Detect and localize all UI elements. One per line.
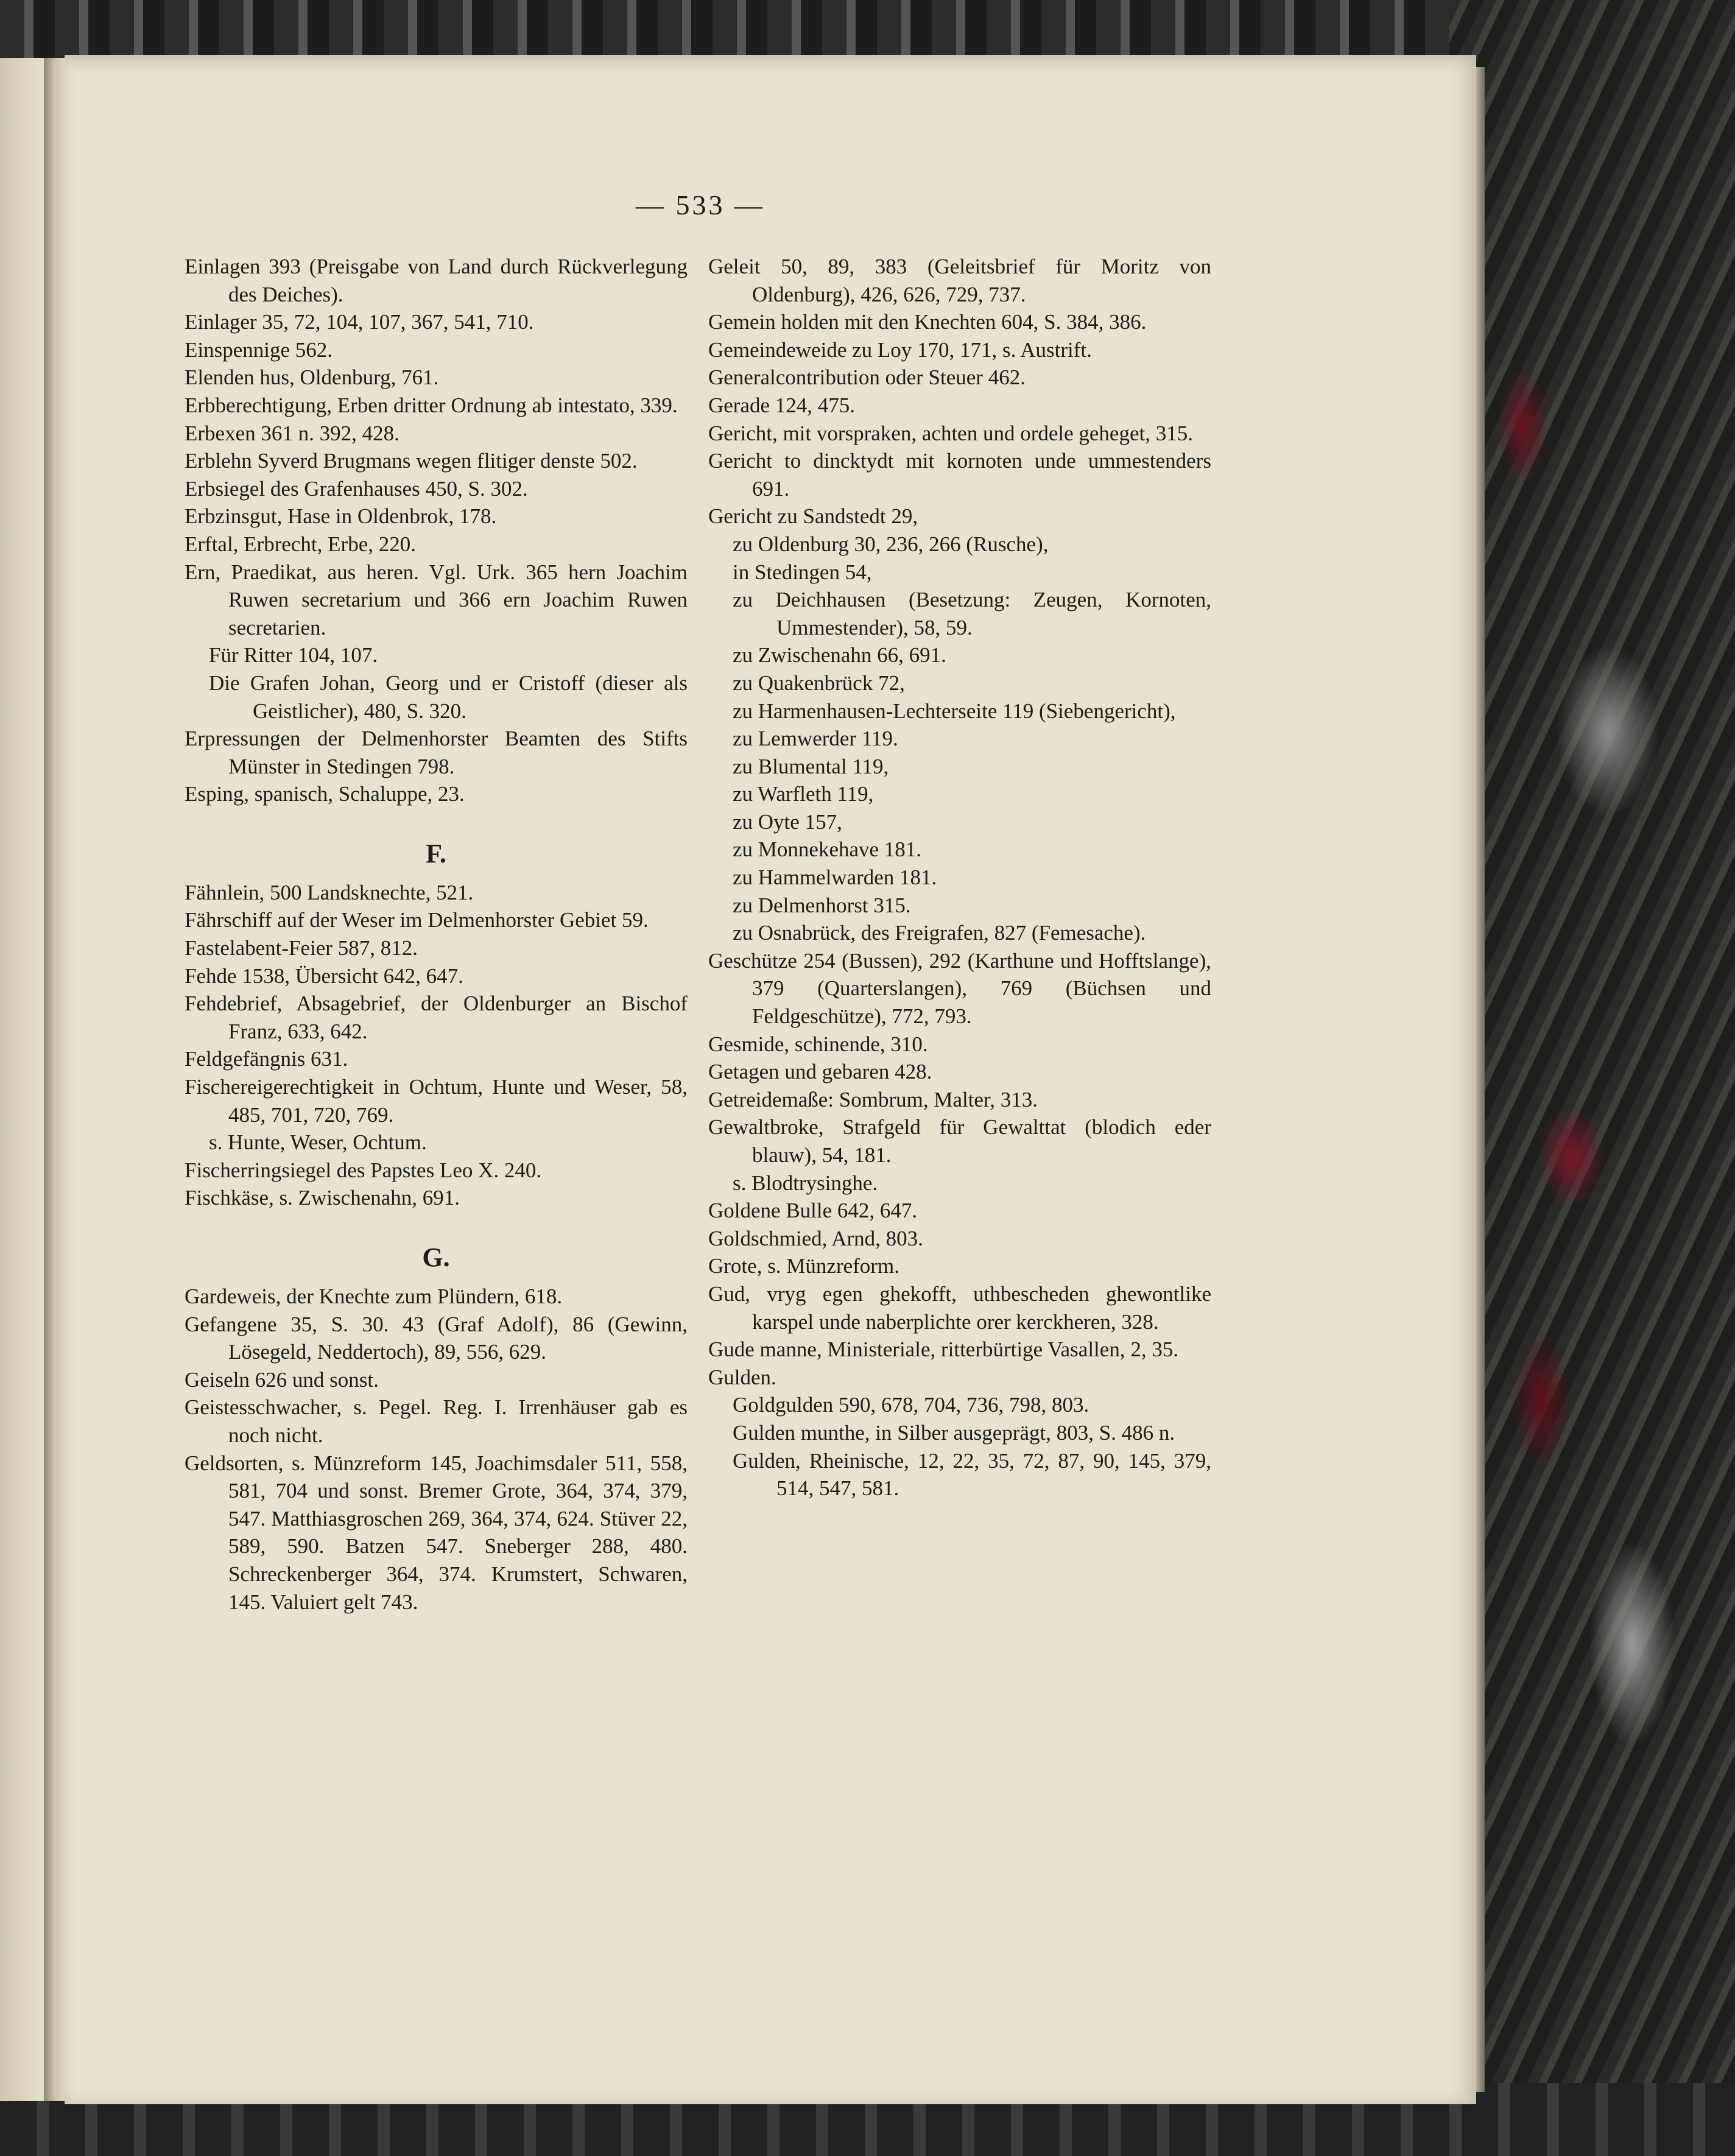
index-block-f bbox=[185, 879, 688, 1212]
index-entry: Gericht, mit vorspraken, achten und ordele geheget, 315. bbox=[708, 421, 1193, 445]
index-subentry: Goldgulden 590, 678, 704, 736, 798, 803. bbox=[733, 1393, 1089, 1417]
marbled-cover-board bbox=[1449, 0, 1735, 2156]
index-entry: Geldsorten, s. Münzreform 145, Joachimsdaler 511, 558, 581, 704 und sonst. Bremer Grote, 364, 374, 379, 547. Matthiasgroschen 269, 364, 374, 624. Stüver 22, 589, 590. Batzen 547. Sneberger 288, 480. Schreckenberger 364, 374. Krumstert, Schwaren, 145. Valuiert gelt 743. bbox=[185, 1451, 688, 1614]
index-subentry: s. Blodtrysinghe. bbox=[733, 1171, 878, 1195]
index-entry: Getreidemaße: Sombrum, Malter, 313. bbox=[708, 1087, 1038, 1111]
index-entry: Gesmide, schinende, 310. bbox=[708, 1032, 928, 1056]
index-entry: Geiseln 626 und sonst. bbox=[185, 1367, 379, 1392]
index-entry: Fischkäse, s. Zwischenahn, 691. bbox=[185, 1186, 460, 1210]
index-entry: Fastelabent-Feier 587, 812. bbox=[185, 936, 418, 960]
index-entry: Fehdebrief, Absagebrief, der Oldenburger an Bischof Franz, 633, 642. bbox=[185, 992, 688, 1043]
index-entry: Getagen und gebaren 428. bbox=[708, 1060, 932, 1084]
index-entry: Gardeweis, der Knechte zum Plündern, 618. bbox=[185, 1284, 563, 1308]
index-entry: Gerade 124, 475. bbox=[708, 393, 856, 417]
index-subentry: zu Delmenhorst 315. bbox=[733, 893, 911, 917]
index-entry: Geschütze 254 (Bussen), 292 (Karthune und Hofftslange), 379 (Quarterslangen), 769 (Büchsen und Feldgeschütze), 772, 793. bbox=[708, 948, 1211, 1029]
index-entry: Gulden. bbox=[708, 1365, 776, 1389]
index-entry: Fischereigerechtigkeit in Ochtum, Hunte und Weser, 58, 485, 701, 720, 769. bbox=[185, 1075, 688, 1127]
index-subentry: in Stedingen 54, bbox=[733, 560, 872, 584]
index-entry: Gemein holden mit den Knechten 604, S. 384, 386. bbox=[708, 310, 1147, 334]
index-subentry: zu Osnabrück, des Freigrafen, 827 (Femesache). bbox=[733, 921, 1146, 945]
index-subentry: zu Blumental 119, bbox=[733, 754, 889, 778]
index-entry: Erbexen 361 n. 392, 428. bbox=[185, 421, 399, 445]
index-entry: Erpressungen der Delmenhorster Beamten des Stifts Münster in Stedingen 798. bbox=[185, 727, 688, 778]
index-subentry: zu Warfleth 119, bbox=[733, 782, 874, 806]
index-entry: Einspennige 562. bbox=[185, 337, 333, 362]
index-subentry: zu Quakenbrück 72, bbox=[733, 671, 905, 695]
index-entry: Goldene Bulle 642, 647. bbox=[708, 1199, 918, 1223]
index-entry: Generalcontribution oder Steuer 462. bbox=[708, 365, 1026, 390]
index-subentry: zu Oldenburg 30, 236, 266 (Rusche), bbox=[733, 532, 1049, 556]
index-subentry: zu Deichhausen (Besetzung: Zeugen, Kornoten, Ummestender), 58, 59. bbox=[733, 588, 1211, 639]
index-subentry: Gulden munthe, in Silber ausgeprägt, 803, S. 486 n. bbox=[733, 1420, 1175, 1445]
index-entry: Einlagen 393 (Preisgabe von Land durch Rückverlegung des Deiches). bbox=[185, 255, 688, 306]
index-entry: Einlager 35, 72, 104, 107, 367, 541, 710. bbox=[185, 310, 534, 334]
index-entry: Fischerringsiegel des Papstes Leo X. 240. bbox=[185, 1158, 542, 1182]
index-entry: Fehde 1538, Übersicht 642, 647. bbox=[185, 964, 463, 988]
index-entry: Erftal, Erbrecht, Erbe, 220. bbox=[185, 532, 416, 556]
index-entry: Grote, s. Münzreform. bbox=[708, 1254, 899, 1278]
index-subentry: zu Lemwerder 119. bbox=[733, 727, 898, 751]
index-entry: Gericht to dincktydt mit kornoten unde ummestenders 691. bbox=[708, 449, 1211, 501]
index-entry: Gud, vryg egen ghekofft, uthbescheden ghewontlike karspel unde naberplichte orer kerckheren, 328. bbox=[708, 1281, 1211, 1334]
index-entry: Gefangene 35, S. 30. 43 (Graf Adolf), 86 (Gewinn, Lösegeld, Neddertoch), 89, 556, 629. bbox=[185, 1312, 688, 1364]
index-subentry: zu Zwischenahn 66, 691. bbox=[733, 643, 946, 668]
index-block-e bbox=[185, 253, 688, 808]
index-entry: Erbzinsgut, Hase in Oldenbrok, 178. bbox=[185, 504, 497, 529]
index-entry: Gude manne, Ministeriale, ritterbürtige Vasallen, 2, 35. bbox=[708, 1337, 1179, 1362]
index-entry: Erblehn Syverd Brugmans wegen flitiger denste 502. bbox=[185, 449, 638, 473]
section-heading-g: G. bbox=[422, 1242, 450, 1272]
index-entry: Gericht zu Sandstedt 29, bbox=[708, 504, 918, 529]
index-block-g bbox=[185, 1283, 688, 1616]
index-entry: Goldschmied, Arnd, 803. bbox=[708, 1226, 923, 1250]
index-entry: Geleit 50, 89, 383 (Geleitsbrief für Moritz von Oldenburg), 426, 626, 729, 737. bbox=[708, 255, 1211, 306]
index-block-g-continued bbox=[708, 253, 1211, 1503]
index-entry: Fähnlein, 500 Landsknechte, 521. bbox=[185, 880, 474, 904]
page-number: — 533 — bbox=[636, 189, 765, 220]
index-entry: Gewaltbroke, Strafgeld für Gewalttat (blodich eder blauw), 54, 181. bbox=[708, 1115, 1211, 1167]
index-entry: Erbberechtigung, Erben dritter Ordnung ab intestato, 339. bbox=[185, 393, 678, 417]
index-subentry: zu Monnekehave 181. bbox=[733, 837, 922, 862]
index-subentry: Für Ritter 104, 107. bbox=[209, 643, 378, 668]
index-subentry: zu Hammelwarden 181. bbox=[733, 865, 937, 890]
index-subentry: s. Hunte, Weser, Ochtum. bbox=[209, 1130, 427, 1155]
index-entry: Geistesschwacher, s. Pegel. Reg. I. Irrenhäuser gab es noch nicht. bbox=[185, 1395, 688, 1447]
facing-page-edge bbox=[0, 58, 44, 2101]
index-subentry: Gulden, Rheinische, 12, 22, 35, 72, 87, 90, 145, 379, 514, 547, 581. bbox=[733, 1448, 1211, 1501]
book-gutter bbox=[44, 58, 65, 2101]
index-entry: Elenden hus, Oldenburg, 761. bbox=[185, 365, 439, 390]
index-entry: Erbsiegel des Grafenhauses 450, S. 302. bbox=[185, 476, 528, 501]
index-entry: Fährschiff auf der Weser im Delmenhorster Gebiet 59. bbox=[185, 908, 649, 932]
section-heading-f: F. bbox=[426, 838, 446, 868]
page-stack-edge bbox=[1476, 67, 1485, 2092]
index-entry: Esping, spanisch, Schaluppe, 23. bbox=[185, 782, 465, 806]
index-subentry: Die Grafen Johan, Georg und er Cristoff (dieser als Geistlicher), 480, S. 320. bbox=[209, 671, 688, 723]
index-entry: Feldgefängnis 631. bbox=[185, 1047, 348, 1071]
index-subentry: zu Oyte 157, bbox=[733, 809, 842, 834]
index-entry: Gemeindeweide zu Loy 170, 171, s. Austrift. bbox=[708, 337, 1092, 362]
index-column-left bbox=[185, 253, 688, 1616]
index-subentry: zu Harmenhausen-Lechterseite 119 (Siebengericht), bbox=[733, 699, 1176, 723]
index-column-right bbox=[708, 253, 1211, 1503]
index-entry: Ern, Praedikat, aus heren. Vgl. Urk. 365 hern Joachim Ruwen secretarium und 366 ern Joachim Ruwen secretarien. bbox=[185, 560, 688, 639]
